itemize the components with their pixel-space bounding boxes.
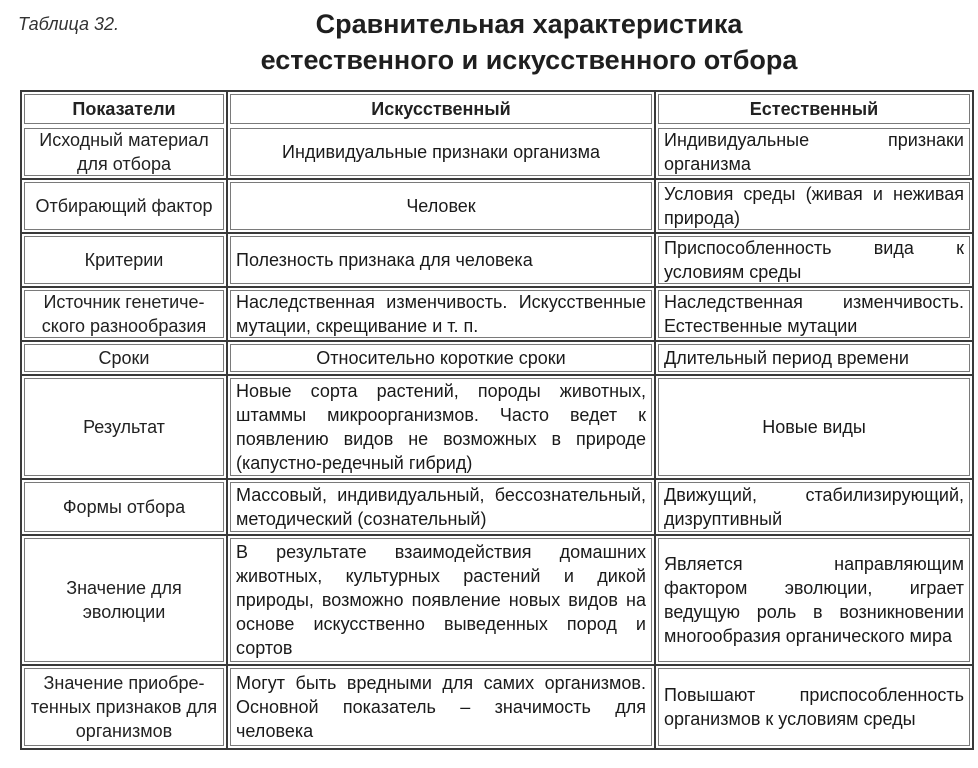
natural-cell: Наследственная изменчивость. Естественные мутации — [656, 288, 972, 342]
table-row — [22, 180, 972, 234]
artificial-cell: В результате взаимодействия домашних животных, культурных растений и дикой природы, возможно появление новых видов на основе искусственно выведенных пород и сортов — [228, 536, 656, 666]
table-row — [22, 376, 972, 480]
table-row — [22, 536, 972, 666]
artificial-cell: Относительно короткие сроки — [228, 342, 656, 376]
natural-cell: Условия среды (живая и неживая природа) — [656, 180, 972, 234]
comparison-table — [20, 90, 974, 750]
artificial-cell: Новые сорта растений, породы животных, штаммы микроорганизмов. Часто ведет к появлению видов не возможных в природе (капустно-редечный гибрид) — [228, 376, 656, 480]
indicator-cell: Исходный материал для отбора — [22, 126, 228, 180]
indicator-cell: Значение для эволюции — [22, 536, 228, 666]
header-natural: Естественный — [656, 92, 972, 126]
table-row — [22, 288, 972, 342]
table-label: Таблица 32. — [18, 14, 120, 34]
indicator-cell: Значение приобретенных признаков для организмов — [22, 666, 228, 748]
table-row — [22, 342, 972, 376]
artificial-cell: Индивидуальные признаки организма — [228, 126, 656, 180]
indicator-cell: Результат — [22, 376, 228, 480]
artificial-cell: Наследственная изменчивость. Искусственные мутации, скрещивание и т. п. — [228, 288, 656, 342]
natural-cell: Новые виды — [656, 376, 972, 480]
page-title-line-1: Сравнительная характеристика — [315, 9, 743, 39]
indicator-cell: Отбирающий фактор — [22, 180, 228, 234]
table-header-row — [22, 92, 972, 126]
natural-cell: Длительный период времени — [656, 342, 972, 376]
table-row — [22, 666, 972, 748]
natural-cell: Является направляющим фактором эволюции, играет ведущую роль в возникновении многообразия органического мира — [656, 536, 972, 666]
natural-cell: Движущий, стабилизирующий, дизруптивный — [656, 480, 972, 536]
natural-cell: Индивидуальные признаки организма — [656, 126, 972, 180]
indicator-cell: Критерии — [22, 234, 228, 288]
indicator-cell: Источник генетического разнообразия — [22, 288, 228, 342]
artificial-cell: Человек — [228, 180, 656, 234]
header-artificial: Искусственный — [228, 92, 656, 126]
table-row — [22, 480, 972, 536]
indicator-cell: Формы отбора — [22, 480, 228, 536]
table-row — [22, 126, 972, 180]
natural-cell: Повышают приспособленность организмов к условиям среды — [656, 666, 972, 748]
artificial-cell: Могут быть вредными для самих организмов. Основной показатель – значимость для человека — [228, 666, 656, 748]
artificial-cell: Полезность признака для человека — [228, 234, 656, 288]
page-title-line-2: естественного и искусственного отбора — [260, 45, 798, 75]
table-row — [22, 234, 972, 288]
natural-cell: Приспособленность вида к условиям среды — [656, 234, 972, 288]
artificial-cell: Массовый, индивидуальный, бессознательный, методический (сознательный) — [228, 480, 656, 536]
indicator-cell: Сроки — [22, 342, 228, 376]
header-indicators: Показатели — [22, 92, 228, 126]
